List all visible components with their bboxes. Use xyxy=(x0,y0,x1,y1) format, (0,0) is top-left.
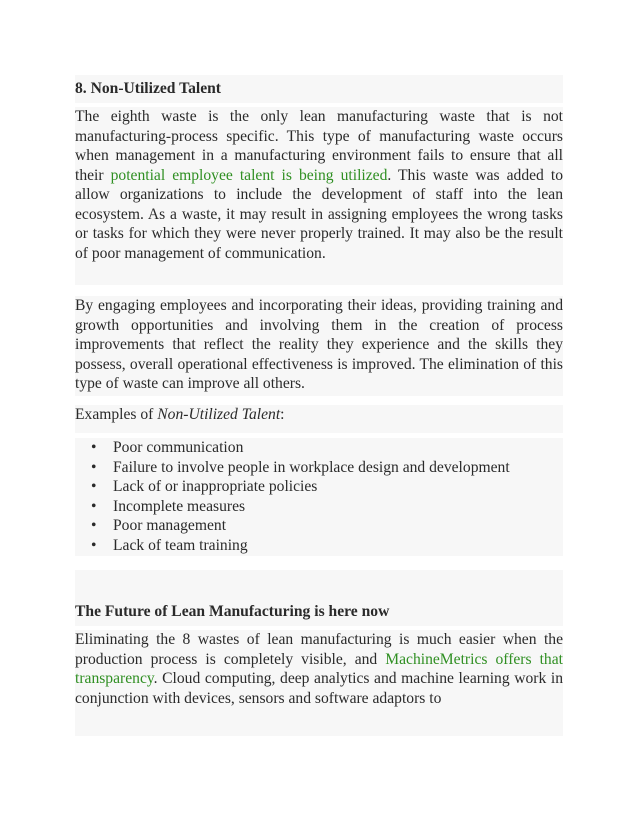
list-item-text: Lack of team training xyxy=(113,536,248,554)
paragraph-1-text-a: The eighth waste is the only lean manufacturing waste that is not manufacturing-process specific. This type of manufacturing waste occurs when management in a manufacturing environment fails to ensure that all their xyxy=(75,108,563,184)
future-text-b: . Cloud computing, deep analytics and machine learning work in conjunction with devices, sensors and software adaptors to xyxy=(75,670,563,707)
bullet-icon: • xyxy=(91,458,97,476)
paragraph-block-1 xyxy=(75,107,563,285)
examples-intro-block xyxy=(75,405,563,433)
list-item xyxy=(75,516,563,536)
examples-list-block xyxy=(75,438,563,556)
paragraph-1-text-b: . This waste was added to allow organizations to include the development of staff into the lean ecosystem. As a waste, it may result in assigning employees the wrong tasks or tasks for which they were never properly trained. It may also be the result of poor management of communication. xyxy=(75,166,563,262)
list-item xyxy=(75,458,563,478)
list-item-text: Lack of or inappropriate policies xyxy=(113,478,318,495)
examples-intro xyxy=(75,405,563,425)
bullet-icon: • xyxy=(91,536,97,554)
bullet-icon: • xyxy=(91,478,97,495)
list-item xyxy=(75,536,563,556)
future-paragraph-block xyxy=(75,630,563,736)
paragraph-1 xyxy=(75,107,563,263)
employee-talent-link[interactable]: potential employee talent is being utilized xyxy=(110,166,388,184)
examples-suffix: : xyxy=(280,406,285,423)
list-item-text: Incomplete measures xyxy=(113,497,246,515)
future-heading-block xyxy=(75,570,563,626)
bullet-icon: • xyxy=(91,517,97,534)
list-item xyxy=(75,438,563,458)
paragraph-block-2 xyxy=(75,296,563,396)
paragraph-2: By engaging employees and incorporating their ideas, providing training and growth opportunities and involving them in the creation of process improvements that reflect the reality they experience and the skills they possess, overall operational effectiveness is improved. The elimination of this type of waste can improve all others. xyxy=(75,297,563,392)
list-item-text: Failure to involve people in workplace design and development xyxy=(113,458,510,476)
future-text-a: Eliminating the 8 wastes of lean manufacturing is much easier when the production process is completely visible, and xyxy=(75,631,563,668)
bullet-icon: • xyxy=(91,439,97,456)
future-heading: The Future of Lean Manufacturing is here now xyxy=(75,603,390,620)
list-item-text: Poor management xyxy=(113,517,227,534)
machinemetrics-link[interactable]: MachineMetrics offers that transparency xyxy=(75,650,563,687)
section-heading: 8. Non-Utilized Talent xyxy=(75,80,221,97)
bullet-icon: • xyxy=(91,497,97,515)
examples-term: Non-Utilized Talent xyxy=(157,406,281,423)
examples-prefix: Examples of xyxy=(75,406,158,423)
list-item xyxy=(75,477,563,497)
future-paragraph xyxy=(75,630,563,708)
list-item-text: Poor communication xyxy=(113,439,244,456)
list-item xyxy=(75,497,563,517)
section-heading-block xyxy=(75,75,563,103)
examples-list xyxy=(75,438,563,555)
